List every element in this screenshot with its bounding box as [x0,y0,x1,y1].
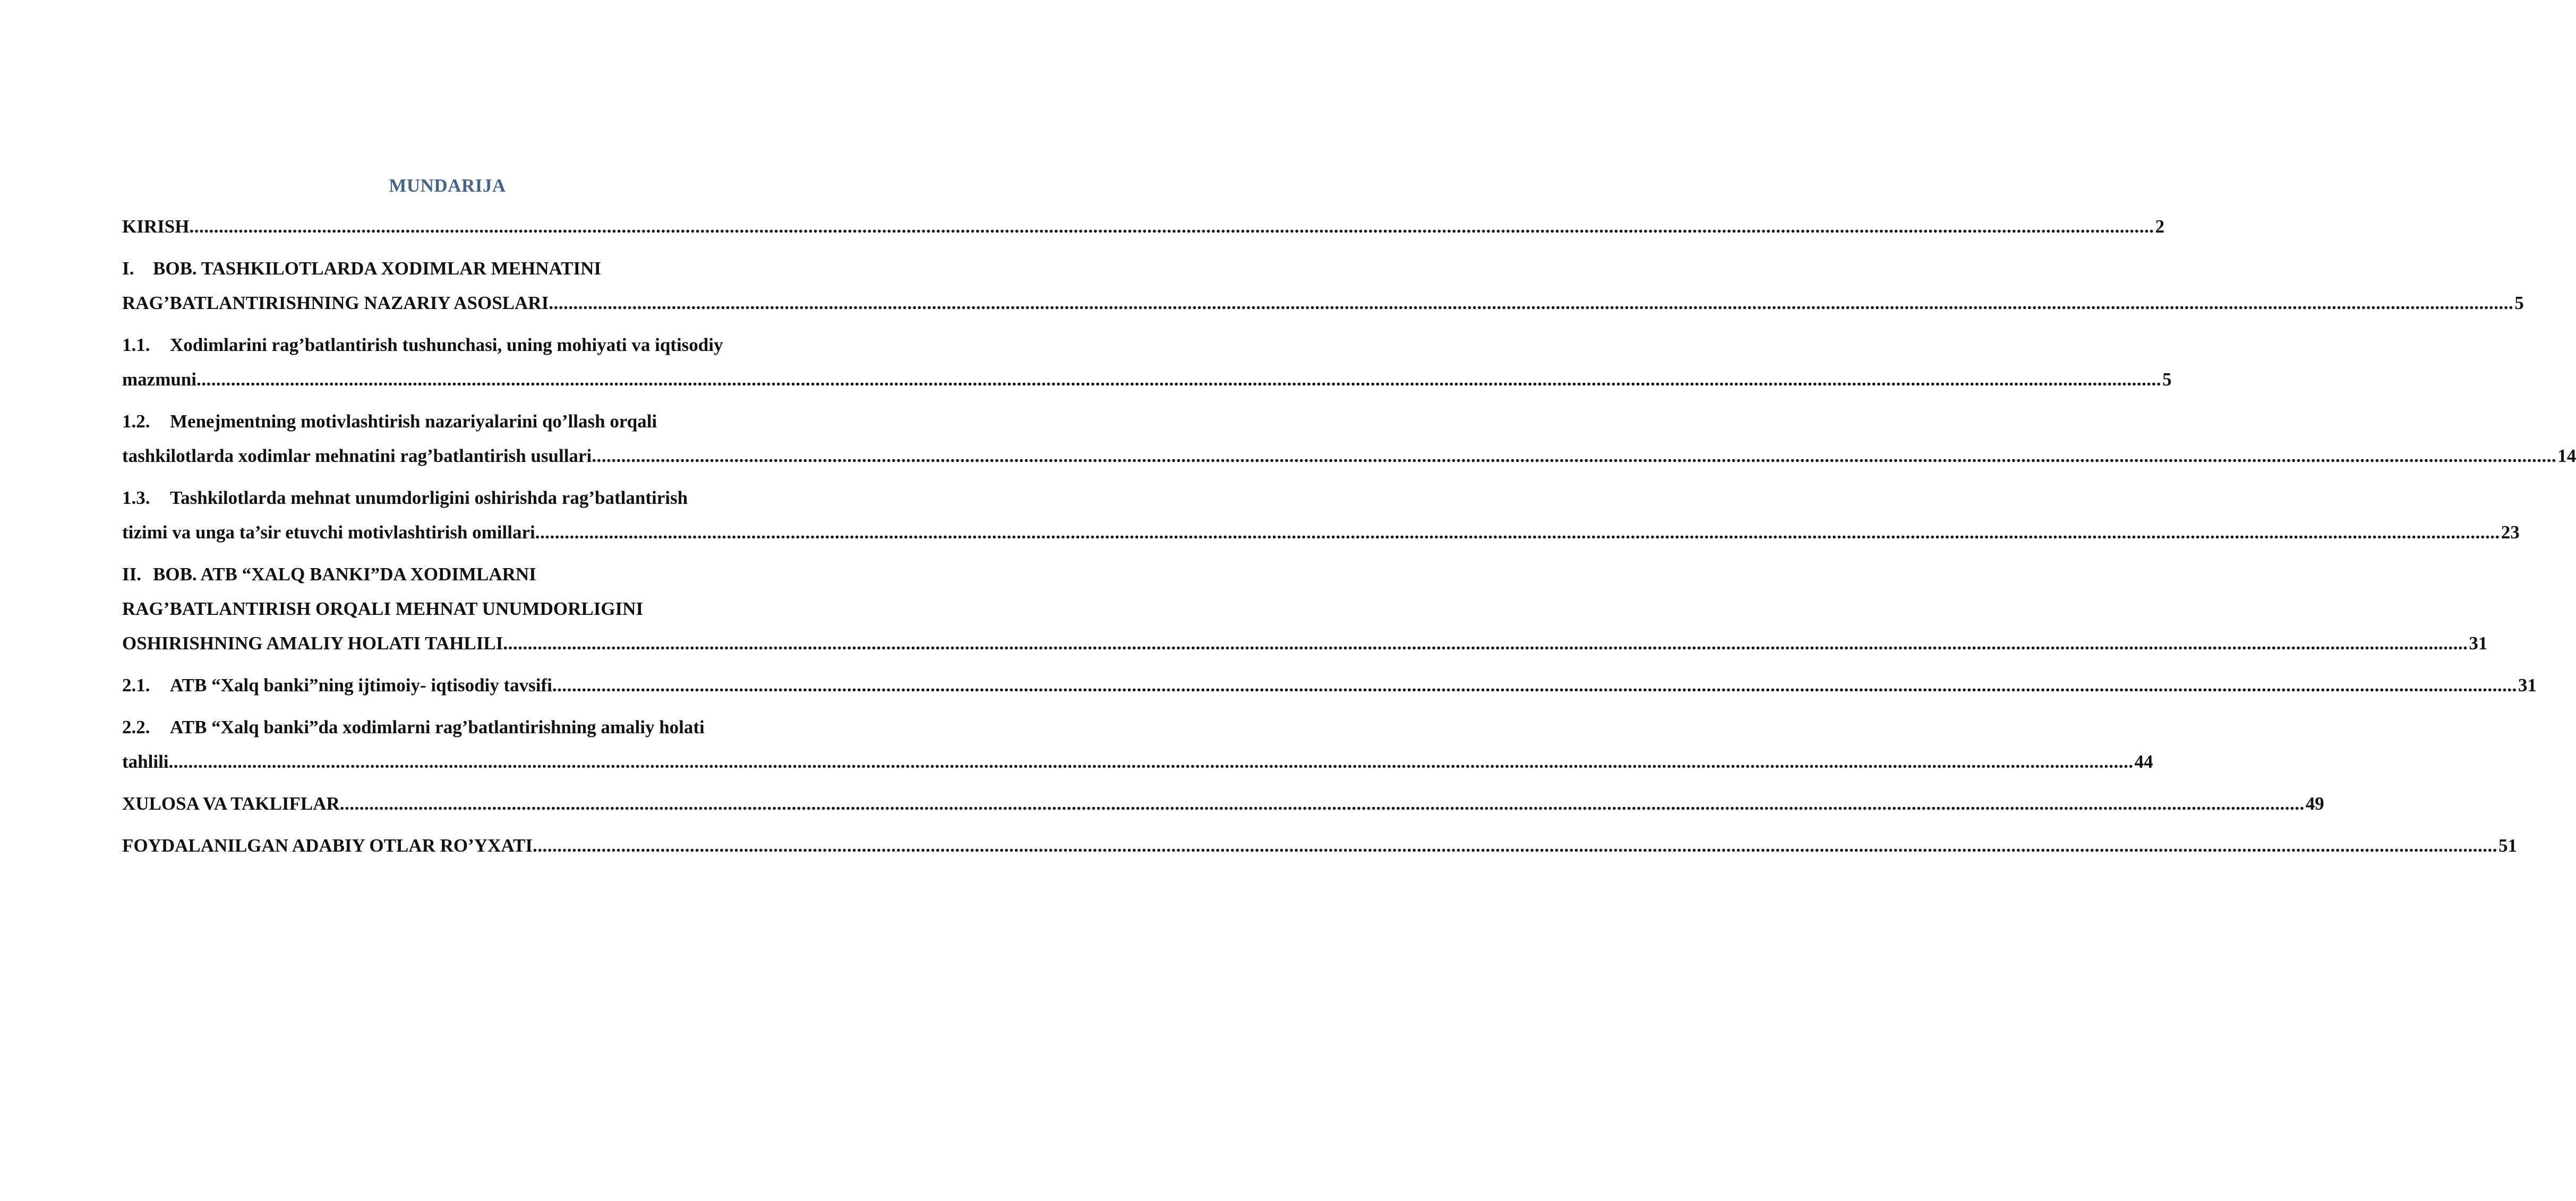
toc-entry[interactable] [122,209,2164,244]
toc-entry-label: tizimi va unga ta’sir etuvchi motivlashtirish omillari [122,522,535,543]
toc-page-number: 23 [2501,522,2520,543]
toc-entry-number: 1.2. [122,411,150,432]
toc-entry-line [122,209,2164,244]
toc-entry-line [122,439,2576,473]
toc-entry-label: RAG’BATLANTIRISHNING NAZARIY ASOSLARI [122,293,549,313]
toc-dot-leader: ................................................................................................................................................................................................................................................................................................................................................................................................................ [339,793,2305,814]
toc-entry-label: Menejmentning motivlashtirish nazariyalarini qo’llash orqali [170,411,657,432]
toc-page-number: 2 [2155,216,2164,237]
toc-entry[interactable] [122,481,2520,550]
toc-entry-line [122,481,774,515]
toc-entry[interactable] [122,557,2488,660]
toc-entry-label: KIRISH [122,216,190,237]
toc-dot-leader: ................................................................................................................................................................................................................................................................................................................................................................................................................ [552,675,2517,696]
toc-entry-line [122,362,2172,397]
toc-entry-line [122,786,2324,821]
toc-entry-line [122,744,2153,779]
toc-dot-leader: ................................................................................................................................................................................................................................................................................................................................................................................................................ [189,216,2154,237]
toc-entry-line [122,668,2537,702]
toc-entry-line [122,286,2524,320]
toc-entry-label: BOB. TASHKILOTLARDA XODIMLAR MEHNATINI [153,258,602,279]
toc-entry-label: Tashkilotlarda mehnat unumdorligini oshirishda rag’batlantirish [170,487,688,508]
toc-entry-label: BOB. ATB “XALQ BANKI”DA XODIMLARNI [153,564,536,585]
toc-page-number: 44 [2134,751,2153,772]
toc-dot-leader: ................................................................................................................................................................................................................................................................................................................................................................................................................ [168,751,2134,772]
toc-entry-label: tashkilotlarda xodimlar mehnatini rag’batlantirish usullari [122,445,592,466]
toc-entry[interactable] [122,404,2576,473]
toc-entry-line [122,404,774,439]
toc-entry-label: FOYDALANILGAN ADABIY OTLAR RO’YXATI [122,835,533,856]
toc-page-number: 31 [2518,675,2537,696]
toc-entry-line [122,626,2488,660]
toc-entry-line [122,515,2520,550]
toc-page-number: 49 [2305,793,2324,814]
toc-entry[interactable] [122,710,2153,779]
toc-page-number: 51 [2498,835,2517,856]
toc-dot-leader: ................................................................................................................................................................................................................................................................................................................................................................................................................ [532,835,2497,856]
toc-entry[interactable] [122,328,2172,397]
toc-entry-line [122,828,2517,863]
toc-page-number: 31 [2469,633,2488,654]
toc-dot-leader: ................................................................................................................................................................................................................................................................................................................................................................................................................ [549,293,2514,313]
toc-entry-number: 2.1. [122,675,150,696]
toc-entry-label: mazmuni [122,369,196,390]
toc-entry-line [122,557,774,591]
toc-entry[interactable] [122,786,2324,821]
toc-dot-leader: ................................................................................................................................................................................................................................................................................................................................................................................................................ [196,369,2161,390]
toc-dot-leader: ................................................................................................................................................................................................................................................................................................................................................................................................................ [592,445,2557,466]
toc-dot-leader: ................................................................................................................................................................................................................................................................................................................................................................................................................ [535,522,2500,543]
toc-entry-label: ATB “Xalq banki”ning ijtimoiy- iqtisodiy tavsifi [170,675,552,696]
table-of-contents [122,209,2576,863]
toc-page-number: 14 [2557,445,2576,466]
toc-entry[interactable] [122,251,2524,320]
toc-entry-line [122,251,774,286]
toc-entry-label: tahlili [122,751,169,772]
toc-entry-label: XULOSA VA TAKLIFLAR [122,793,340,814]
toc-entry-number: I. [122,258,134,279]
toc-page-number: 5 [2514,293,2524,313]
toc-entry-label: RAG’BATLANTIRISH ORQALI MEHNAT UNUMDORLIGINI [122,598,644,619]
toc-entry-number: II. [122,564,141,585]
toc-entry-line [122,591,774,626]
toc-entry-label: ATB “Xalq banki”da xodimlarni rag’batlantirishning amaliy holati [170,717,705,737]
toc-entry-label: Xodimlarini rag’batlantirish tushunchasi, uning mohiyati va iqtisodiy [170,334,723,355]
toc-entry-line [122,328,774,362]
toc-entry-number: 1.1. [122,334,150,355]
toc-entry-line [122,710,774,744]
toc-page-number: 5 [2162,369,2172,390]
toc-entry-number: 2.2. [122,717,150,737]
toc-entry[interactable] [122,828,2517,863]
toc-entry[interactable] [122,668,2537,702]
toc-entry-label: OSHIRISHNING AMALIY HOLATI TAHLILI [122,633,503,654]
toc-title: MUNDARIJA [389,175,506,196]
toc-entry-number: 1.3. [122,487,150,508]
toc-dot-leader: ................................................................................................................................................................................................................................................................................................................................................................................................................ [503,633,2468,654]
